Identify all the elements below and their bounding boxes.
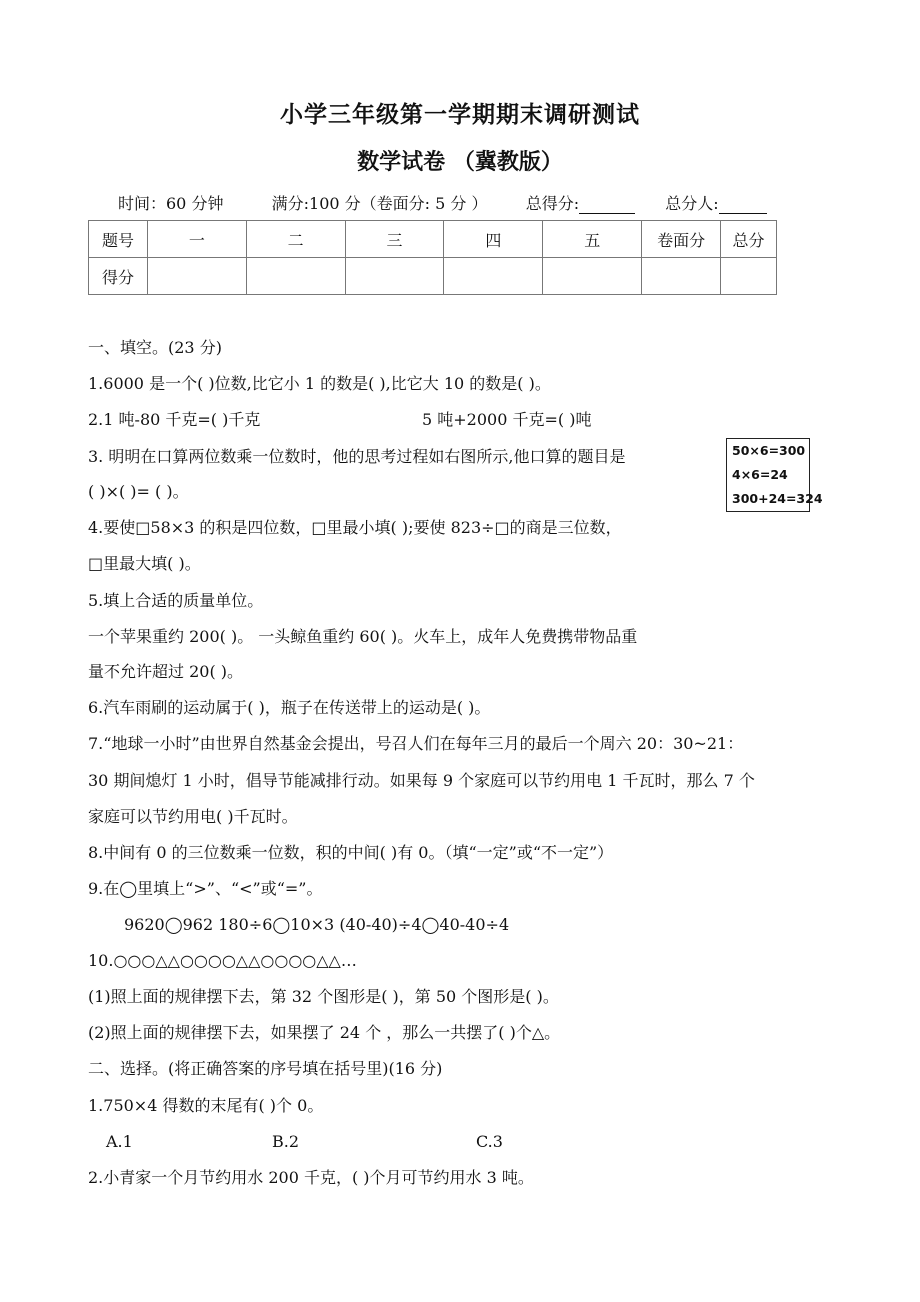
question-9a: 9620◯962 180÷6◯10×3 (40-40)÷4◯40-40÷4 bbox=[124, 915, 510, 934]
section-2-heading: 二、选择。(将正确答案的序号填在括号里)(16 分) bbox=[88, 1059, 443, 1078]
choice-1-option-b: B.2 bbox=[272, 1132, 300, 1151]
score-row-label: 得分 bbox=[89, 258, 148, 295]
score-table bbox=[88, 220, 777, 295]
header-cell: 卷面分 bbox=[642, 221, 721, 258]
question-9: 9.在◯里填上“>”、“<”或“=”。 bbox=[88, 879, 323, 898]
full-score-info: 满分:100 分（卷面分: 5 分 ） bbox=[271, 194, 488, 213]
choice-1-option-c: C.3 bbox=[476, 1132, 503, 1151]
exam-info-line bbox=[118, 191, 767, 214]
question-3a: 3. 明明在口算两位数乘一位数时，他的思考过程如右图所示,他口算的题目是 bbox=[88, 447, 626, 466]
score-cell bbox=[543, 258, 642, 295]
score-cell bbox=[642, 258, 721, 295]
question-1: 1.6000 是一个( )位数,比它小 1 的数是( ),比它大 10 的数是( )。 bbox=[88, 374, 551, 393]
choice-1: 1.750×4 得数的末尾有( )个 0。 bbox=[88, 1096, 324, 1115]
score-cell bbox=[721, 258, 777, 295]
score-cell bbox=[345, 258, 444, 295]
question-3b: ( )×( )= ( )。 bbox=[88, 482, 189, 501]
choice-1-option-a: A.1 bbox=[106, 1132, 133, 1151]
header-cell: 五 bbox=[543, 221, 642, 258]
question-4b: □里最大填( )。 bbox=[88, 554, 201, 573]
question-4a: 4.要使□58×3 的积是四位数，□里最小填( );要使 823÷□的商是三位数， bbox=[88, 518, 622, 537]
header-cell: 总分 bbox=[721, 221, 777, 258]
question-6: 6.汽车雨刷的运动属于( )，瓶子在传送带上的运动是( )。 bbox=[88, 698, 491, 717]
question-2a: 2.1 吨-80 千克=( )千克 bbox=[88, 410, 261, 429]
figure-line: 50×6=300 bbox=[732, 443, 806, 458]
score-table-header-row bbox=[89, 221, 777, 258]
question-7b: 30 期间熄灯 1 小时，倡导节能减排行动。如果每 9 个家庭可以节约用电 1 千瓦时，那么 7 个 bbox=[88, 771, 755, 790]
section-1-heading: 一、填空。(23 分) bbox=[88, 338, 222, 357]
mental-math-figure bbox=[726, 438, 823, 512]
question-8: 8.中间有 0 的三位数乘一位数，积的中间( )有 0。（填“一定”或“不一定”） bbox=[88, 843, 614, 862]
question-5b: 量不允许超过 20( )。 bbox=[88, 662, 244, 681]
figure-line: 4×6=24 bbox=[732, 467, 788, 482]
header-cell: 题号 bbox=[89, 221, 148, 258]
question-10b: (2)照上面的规律摆下去，如果摆了 24 个 ，那么一共摆了( )个△。 bbox=[88, 1023, 561, 1042]
exam-subtitle: 数学试卷 （冀教版） bbox=[357, 149, 563, 175]
question-7a: 7.“地球一小时”由世界自然基金会提出，号召人们在每年三月的最后一个周六 20：30~21： bbox=[88, 734, 744, 753]
choice-2: 2.小青家一个月节约用水 200 千克，( )个月可节约用水 3 吨。 bbox=[88, 1168, 534, 1187]
question-5a: 一个苹果重约 200( )。 一头鲸鱼重约 60( )。火车上，成年人免费携带物品重 bbox=[88, 627, 638, 646]
total-score-label: 总得分: bbox=[525, 194, 580, 213]
header-cell: 四 bbox=[444, 221, 543, 258]
header-cell: 一 bbox=[147, 221, 246, 258]
score-table-score-row bbox=[89, 258, 777, 295]
time-info: 时间：60 分钟 bbox=[118, 194, 224, 213]
total-score-blank bbox=[579, 197, 635, 214]
grader-blank bbox=[719, 197, 767, 214]
question-10a: (1)照上面的规律摆下去，第 32 个图形是( )，第 50 个图形是( )。 bbox=[88, 987, 559, 1006]
header-cell: 三 bbox=[345, 221, 444, 258]
exam-title: 小学三年级第一学期期末调研测试 bbox=[280, 101, 640, 128]
grader-label: 总分人: bbox=[665, 194, 719, 213]
figure-line: 300+24=324 bbox=[732, 491, 823, 506]
score-cell bbox=[147, 258, 246, 295]
question-2b: 5 吨+2000 千克=( )吨 bbox=[422, 410, 592, 429]
question-5: 5.填上合适的质量单位。 bbox=[88, 591, 264, 610]
question-7c: 家庭可以节约用电( )千瓦时。 bbox=[88, 807, 298, 826]
question-10: 10.○○○△△○○○○△△○○○○△△… bbox=[88, 951, 357, 970]
score-cell bbox=[444, 258, 543, 295]
score-cell bbox=[246, 258, 345, 295]
header-cell: 二 bbox=[246, 221, 345, 258]
